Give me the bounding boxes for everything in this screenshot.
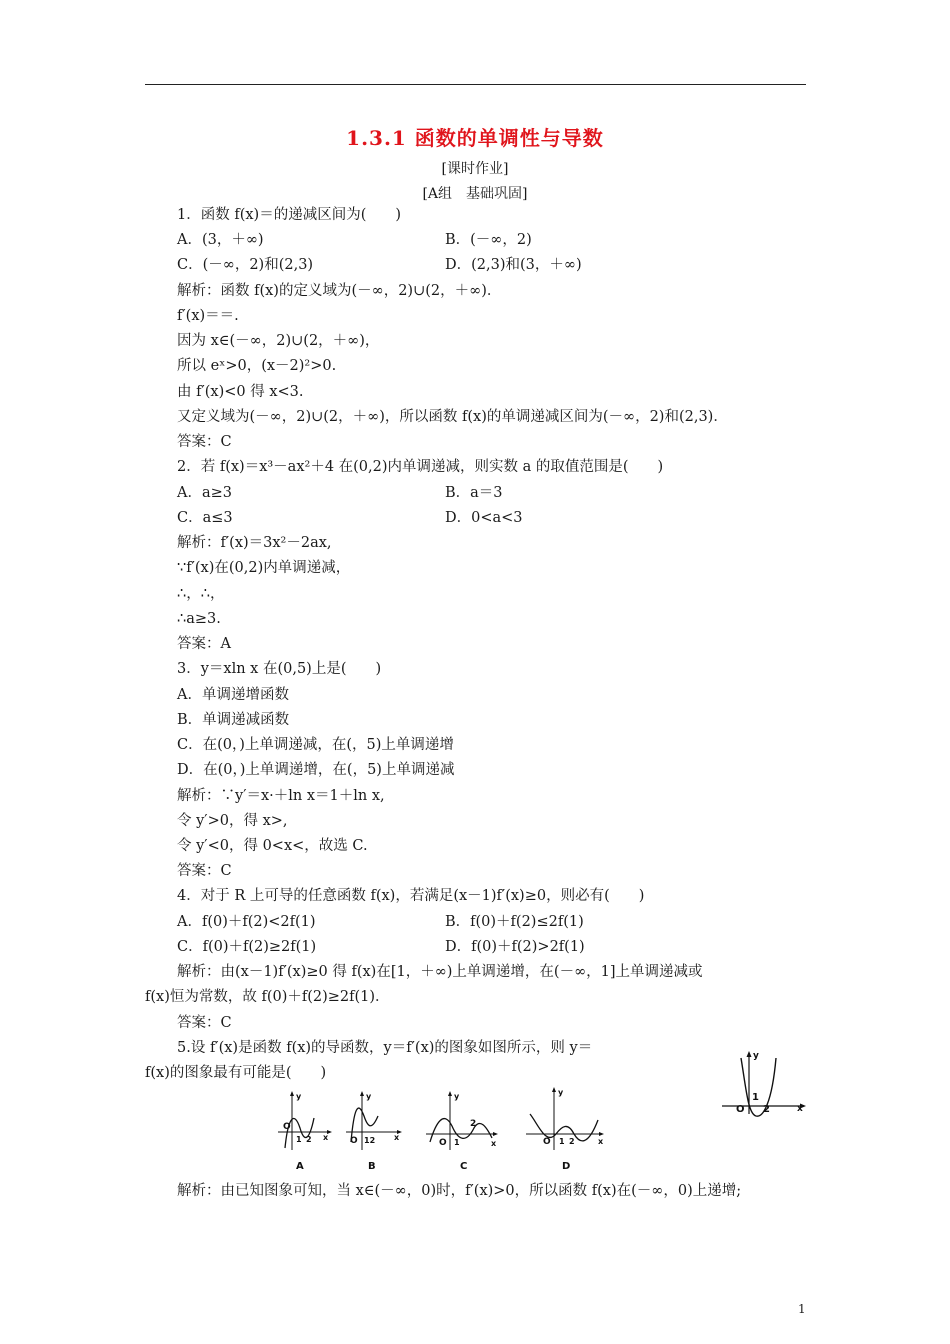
choice-a-tick-2: 2 xyxy=(306,1135,312,1144)
q1-solution-4: 所以 eˣ>0，(x－2)²>0. xyxy=(177,358,337,374)
choice-d-label: D xyxy=(562,1161,571,1172)
q1-solution-2: f′(x)＝＝. xyxy=(177,308,239,324)
q4-solution-1: 解析：由(x－1)f′(x)≥0 得 f(x)在[1，＋∞)上单调递增，在(－∞，1]上单调递减或 xyxy=(177,964,703,980)
choice-c-origin-label: O xyxy=(439,1138,447,1148)
choice-b-origin-label: O xyxy=(350,1136,358,1146)
choice-b-x-label: x xyxy=(394,1133,400,1142)
homework-label: [课时作业] xyxy=(441,161,509,177)
choice-b-ticks: 12 xyxy=(364,1136,376,1145)
fig-y-label: y xyxy=(753,1051,759,1061)
choice-d-y-label: y xyxy=(558,1088,564,1097)
q3-solution-3: 令 y′<0，得 0<x<，故选 C. xyxy=(177,838,368,854)
page-title: 1.3.1 函数的单调性与导数 xyxy=(346,126,604,150)
q1-option-a: A．(3，＋∞) xyxy=(177,232,264,248)
q1-option-b: B．(－∞，2) xyxy=(445,232,532,248)
choice-a-y-label: y xyxy=(296,1092,302,1101)
choice-a-graph xyxy=(276,1088,336,1172)
choice-c-tick-2: 2 xyxy=(470,1119,477,1129)
choice-b-label: B xyxy=(368,1161,376,1172)
q4-option-a: A．f(0)＋f(2)<2f(1) xyxy=(177,914,316,930)
choice-c-x-label: x xyxy=(491,1139,497,1148)
q4-solution-2: f(x)恒为常数，故 f(0)＋f(2)≥2f(1)． xyxy=(145,989,390,1005)
header-rule xyxy=(145,84,806,85)
fig-origin-label: O xyxy=(736,1104,745,1115)
q2-option-a: A．a≥3 xyxy=(177,485,232,501)
q3-option-a: A．单调递增函数 xyxy=(177,687,289,703)
choice-a-origin-label: O xyxy=(283,1122,291,1132)
choice-a-label: A xyxy=(296,1161,304,1172)
q3-answer: 答案：C xyxy=(177,863,232,879)
q5-solution-1: 解析：由已知图象可知，当 x∈(－∞，0)时，f′(x)>0，所以函数 f(x)在(－∞，0)上递增; xyxy=(177,1183,742,1199)
fig-tick-1: 1 xyxy=(752,1092,759,1103)
q3-option-d: D．在(0，)上单调递增，在(，5)上单调递减 xyxy=(177,762,455,778)
choice-c-tick-1: 1 xyxy=(454,1138,460,1147)
q3-option-b: B．单调递减函数 xyxy=(177,712,290,728)
derivative-graph-figure xyxy=(718,1048,810,1118)
choice-d-graph xyxy=(524,1084,610,1172)
q3-solution-2: 令 y′>0，得 x>, xyxy=(177,813,288,829)
fig-tick-2: 2 xyxy=(763,1104,770,1115)
q1-solution-3: 因为 x∈(－∞，2)∪(2，＋∞)， xyxy=(177,333,380,349)
q5-stem-line2: f(x)的图象最有可能是( ) xyxy=(145,1065,327,1081)
q4-stem: 4．对于 R 上可导的任意函数 f(x)，若满足(x－1)f′(x)≥0，则必有( ) xyxy=(177,888,645,904)
q1-option-c: C．(－∞，2)和(2,3) xyxy=(177,257,314,273)
q4-option-c: C．f(0)＋f(2)≥2f(1) xyxy=(177,939,317,955)
q1-stem: 1．函数 f(x)＝的递减区间为( ) xyxy=(177,207,402,223)
choice-a-x-label: x xyxy=(323,1133,329,1142)
q4-option-b: B．f(0)＋f(2)≤2f(1) xyxy=(445,914,584,930)
choice-b-graph xyxy=(344,1088,406,1172)
q2-stem: 2．若 f(x)＝x³－ax²＋4 在(0,2)内单调递减，则实数 a 的取值范围是( ) xyxy=(177,459,664,475)
q3-solution-1: 解析：∵y′＝x·＋ln x＝1＋ln x, xyxy=(177,788,385,804)
q2-option-b: B．a＝3 xyxy=(445,485,503,501)
choice-d-x-label: x xyxy=(598,1137,604,1146)
page-number: 1 xyxy=(798,1302,806,1316)
choice-b-y-label: y xyxy=(366,1092,372,1101)
q2-answer: 答案：A xyxy=(177,636,231,652)
q1-solution-6: 又定义域为(－∞，2)∪(2，＋∞)，所以函数 f(x)的单调递减区间为(－∞，2)和(2,3)． xyxy=(177,409,728,425)
q1-option-d: D．(2,3)和(3，＋∞) xyxy=(445,257,582,273)
q2-option-c: C．a≤3 xyxy=(177,510,233,526)
choice-a-tick-1: 1 xyxy=(296,1135,302,1144)
q3-stem: 3．y＝xln x 在(0,5)上是( ) xyxy=(177,661,382,677)
q2-solution-3: ∴，∴， xyxy=(177,586,225,602)
q2-solution-2: ∵f′(x)在(0,2)内单调递减， xyxy=(177,560,351,576)
q3-option-c: C．在(0，)上单调递减，在(，5)上单调递增 xyxy=(177,737,454,753)
q2-solution-4: ∴a≥3. xyxy=(177,611,221,627)
choice-c-label: C xyxy=(460,1161,468,1172)
fig-x-label: x xyxy=(797,1104,803,1114)
q4-answer: 答案：C xyxy=(177,1015,232,1031)
choice-c-y-label: y xyxy=(454,1092,460,1101)
q2-solution-1: 解析：f′(x)＝3x²－2ax, xyxy=(177,535,332,551)
choice-d-tick-1: 1 xyxy=(559,1137,565,1146)
q2-option-d: D．0<a<3 xyxy=(445,510,523,526)
group-header: [A组 基础巩固] xyxy=(422,186,528,202)
q4-option-d: D．f(0)＋f(2)>2f(1) xyxy=(445,939,585,955)
choice-d-origin-label: O xyxy=(543,1137,551,1147)
q1-solution-5: 由 f′(x)<0 得 x<3. xyxy=(177,384,304,400)
choice-c-graph xyxy=(424,1088,504,1172)
q1-solution-1: 解析：函数 f(x)的定义域为(－∞，2)∪(2，＋∞)． xyxy=(177,283,502,299)
choice-d-tick-2: 2 xyxy=(569,1137,575,1146)
q5-stem-line1: 5.设 f′(x)是函数 f(x)的导函数，y＝f′(x)的图象如图所示，则 y＝ xyxy=(177,1040,593,1056)
q1-answer: 答案：C xyxy=(177,434,232,450)
